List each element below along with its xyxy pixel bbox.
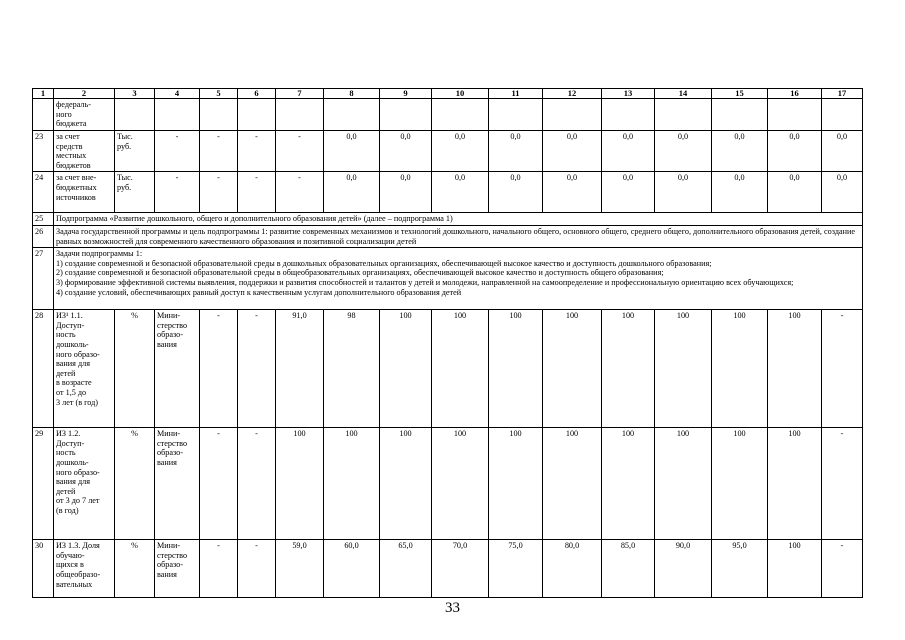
empty-cell — [115, 99, 155, 131]
row-number-cell: 24 — [33, 172, 54, 213]
value-cell: 100 — [712, 428, 768, 540]
table-row-continued — [33, 99, 863, 131]
header-cell: 14 — [655, 89, 712, 99]
header-cell: 17 — [822, 89, 863, 99]
row-number-cell: 30 — [33, 540, 54, 598]
value-cell: 100 — [489, 428, 543, 540]
row-number-cell — [33, 99, 54, 131]
row-number-cell: 25 — [33, 213, 54, 226]
value-cell: - — [200, 428, 238, 540]
unit-cell: % — [115, 310, 155, 428]
value-cell: 100 — [602, 310, 655, 428]
value-cell: - — [238, 131, 276, 172]
value-cell: 90,0 — [655, 540, 712, 598]
value-cell: 85,0 — [602, 540, 655, 598]
value-cell: 100 — [324, 428, 380, 540]
unit-cell: % — [115, 428, 155, 540]
value-cell: 100 — [489, 310, 543, 428]
value-cell: 100 — [768, 310, 822, 428]
responsible-cell: Мини- стерство образо- вания — [155, 310, 200, 428]
table-row — [33, 540, 863, 598]
indicator-name-cell: ИЗ 1.3. Доля обучаю- щихся в общеобразо- вательных — [54, 540, 115, 598]
header-cell: 8 — [324, 89, 380, 99]
header-cell: 1 — [33, 89, 54, 99]
program-indicators-table-wrapper — [32, 88, 863, 598]
header-cell: 12 — [543, 89, 602, 99]
table-row — [33, 310, 863, 428]
value-cell: 100 — [768, 428, 822, 540]
header-cell: 6 — [238, 89, 276, 99]
empty-cell — [324, 99, 380, 131]
empty-cell — [768, 99, 822, 131]
header-cell: 13 — [602, 89, 655, 99]
value-cell: - — [155, 131, 200, 172]
empty-cell — [238, 99, 276, 131]
subprogram-goal: Задача государственной программы и цель подпрограммы 1: развитие современных механизмов и технологий дошкольного, начального общего, основного общего, среднего общего, дополнительного образования детей, создание равных возможностей для современного качественного образования и позитивной социализации детей — [54, 225, 863, 247]
value-cell: 0,0 — [489, 172, 543, 213]
empty-cell — [276, 99, 324, 131]
value-cell: 0,0 — [324, 172, 380, 213]
value-cell: - — [822, 428, 863, 540]
table-row — [33, 428, 863, 540]
subprogram-tasks: Задачи подпрограммы 1: 1) создание современной и безопасной образовательной среды в дошкольных образовательных организациях, обеспечивающей высокое качество и доступность дошкольного образования; 2) создание современной и безопасной образовательной среды в общеобразовательных организациях, обеспечивающей высокое качество и доступность общего образования; 3) формирование эффективной системы выявления, поддержки и развития способностей и талантов у детей и молодежи, направленной на самоопределение и профессиональную ориентацию всех обучающихся; 4) создание условий, обеспечивающих равный доступ к качественным услугам дополнительного образования детей — [54, 248, 863, 310]
value-cell: - — [238, 428, 276, 540]
value-cell: - — [238, 172, 276, 213]
table-row — [33, 172, 863, 213]
column-number-header-row — [33, 89, 863, 99]
subprogram-title-row — [33, 213, 863, 226]
header-cell: 11 — [489, 89, 543, 99]
value-cell: 60,0 — [324, 540, 380, 598]
empty-cell — [822, 99, 863, 131]
header-cell: 9 — [380, 89, 432, 99]
indicator-name-cell: федераль- ного бюджета — [54, 99, 115, 131]
row-number-cell: 23 — [33, 131, 54, 172]
subprogram-title: Подпрограмма «Развитие дошкольного, общего и дополнительного образования детей» (далее – подпрограмма 1) — [54, 213, 863, 226]
empty-cell — [155, 99, 200, 131]
value-cell: 70,0 — [432, 540, 489, 598]
header-cell: 3 — [115, 89, 155, 99]
empty-cell — [432, 99, 489, 131]
value-cell: 0,0 — [432, 172, 489, 213]
value-cell: 95,0 — [712, 540, 768, 598]
value-cell: - — [822, 310, 863, 428]
value-cell: 0,0 — [543, 172, 602, 213]
value-cell: - — [822, 540, 863, 598]
indicator-name-cell: за счет средств местных бюджетов — [54, 131, 115, 172]
unit-cell: Тыс. руб. — [115, 131, 155, 172]
subprogram-tasks-row — [33, 248, 863, 310]
value-cell: - — [276, 131, 324, 172]
page-number: 33 — [445, 600, 460, 616]
value-cell: 100 — [380, 310, 432, 428]
header-cell: 7 — [276, 89, 324, 99]
value-cell: 0,0 — [602, 131, 655, 172]
indicator-name-cell: за счет вне- бюджетных источников — [54, 172, 115, 213]
value-cell: - — [276, 172, 324, 213]
empty-cell — [200, 99, 238, 131]
value-cell: 91,0 — [276, 310, 324, 428]
value-cell: - — [155, 172, 200, 213]
value-cell: 100 — [543, 310, 602, 428]
value-cell: 0,0 — [380, 172, 432, 213]
header-cell: 10 — [432, 89, 489, 99]
header-cell: 16 — [768, 89, 822, 99]
value-cell: - — [200, 310, 238, 428]
subprogram-goal-row — [33, 225, 863, 247]
empty-cell — [543, 99, 602, 131]
program-indicators-table — [32, 88, 863, 598]
header-cell: 4 — [155, 89, 200, 99]
value-cell: - — [238, 540, 276, 598]
value-cell: 0,0 — [543, 131, 602, 172]
value-cell: 100 — [712, 310, 768, 428]
value-cell: 0,0 — [489, 131, 543, 172]
value-cell: 0,0 — [380, 131, 432, 172]
value-cell: 0,0 — [768, 131, 822, 172]
row-number-cell: 26 — [33, 225, 54, 247]
header-cell: 5 — [200, 89, 238, 99]
value-cell: 65,0 — [380, 540, 432, 598]
value-cell: 100 — [768, 540, 822, 598]
value-cell: 100 — [602, 428, 655, 540]
row-number-cell: 28 — [33, 310, 54, 428]
value-cell: 100 — [432, 428, 489, 540]
header-cell: 2 — [54, 89, 115, 99]
value-cell: 0,0 — [432, 131, 489, 172]
value-cell: 100 — [276, 428, 324, 540]
value-cell: - — [238, 310, 276, 428]
unit-cell: % — [115, 540, 155, 598]
value-cell: - — [200, 540, 238, 598]
table-row — [33, 131, 863, 172]
value-cell: 0,0 — [822, 131, 863, 172]
empty-cell — [712, 99, 768, 131]
responsible-cell: Мини- стерство образо- вания — [155, 428, 200, 540]
value-cell: 100 — [655, 428, 712, 540]
row-number-cell: 27 — [33, 248, 54, 310]
responsible-cell: Мини- стерство образо- вания — [155, 540, 200, 598]
empty-cell — [380, 99, 432, 131]
value-cell: 0,0 — [712, 131, 768, 172]
value-cell: 100 — [655, 310, 712, 428]
value-cell: - — [200, 172, 238, 213]
value-cell: 100 — [380, 428, 432, 540]
unit-cell: Тыс. руб. — [115, 172, 155, 213]
row-number-cell: 29 — [33, 428, 54, 540]
value-cell: 0,0 — [602, 172, 655, 213]
indicator-name-cell: ИЗ¹ 1.1. Доступ- ность дошколь- ного образо- вания для детей в возрасте от 1,5 до 3 лет (в год) — [54, 310, 115, 428]
header-cell: 15 — [712, 89, 768, 99]
value-cell: 0,0 — [712, 172, 768, 213]
value-cell: 98 — [324, 310, 380, 428]
value-cell: - — [200, 131, 238, 172]
value-cell: 0,0 — [768, 172, 822, 213]
value-cell: 100 — [543, 428, 602, 540]
value-cell: 0,0 — [324, 131, 380, 172]
value-cell: 80,0 — [543, 540, 602, 598]
empty-cell — [489, 99, 543, 131]
empty-cell — [655, 99, 712, 131]
value-cell: 59,0 — [276, 540, 324, 598]
value-cell: 75,0 — [489, 540, 543, 598]
indicator-name-cell: ИЗ 1.2. Доступ- ность дошколь- ного образо- вания для детей от 3 до 7 лет (в год) — [54, 428, 115, 540]
empty-cell — [602, 99, 655, 131]
value-cell: 100 — [432, 310, 489, 428]
value-cell: 0,0 — [822, 172, 863, 213]
value-cell: 0,0 — [655, 172, 712, 213]
value-cell: 0,0 — [655, 131, 712, 172]
